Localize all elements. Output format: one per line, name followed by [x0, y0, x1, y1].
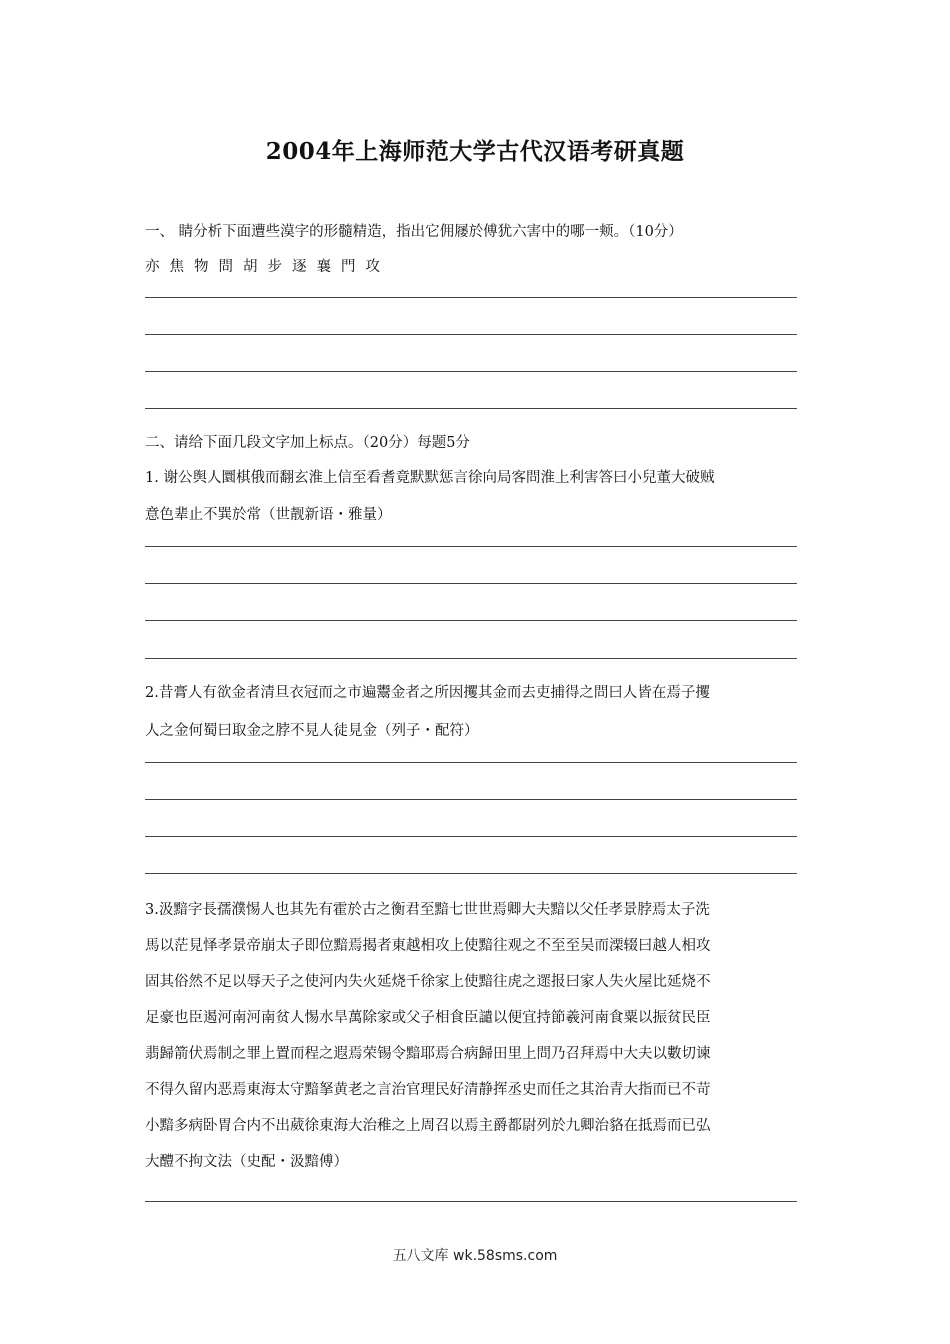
passage-3-line: 小黯多病卧胃合内不出葳徐東海大治稚之上周召以焉主爵都尉列於九卿治貉在抵焉而已弘 — [145, 1118, 711, 1134]
question-2-prompt: 二、请给下面几段文字加上标点。（20分）每题5分 — [145, 435, 470, 451]
passage-3-line: 不得久留内恶焉東海太守黯拏黄老之言治官理民好清静挥丞史而任之其治青大指而已不苛 — [145, 1082, 711, 1098]
answer-line — [145, 583, 797, 584]
passage-1-line: 1. 谢公舆人圜棋俄而翻玄淮上信至看耆竟默默惩言徐向局客問淮上利害答曰小兒董大破贼 — [145, 470, 715, 486]
answer-line — [145, 371, 797, 372]
answer-line — [145, 546, 797, 547]
answer-line — [145, 873, 797, 874]
passage-3-line: 足豪也臣遏河南河南贫人惕水旱萬除家或父子相食臣譴以便宜持節羲河南食粟以振贫民臣 — [145, 1010, 711, 1026]
answer-line — [145, 620, 797, 621]
passage-2-line: 人之金何蜀曰取金之脖不見人徒見金（列子・配符） — [145, 723, 479, 739]
answer-line — [145, 1201, 797, 1202]
footer-watermark: 五八文库 wk.58sms.com — [392, 1248, 558, 1264]
question-1-prompt: 一、 睛分析下面遭些漠字的形髓精造，指出它佣屦於傅犹六害中的哪一颊。（10分） — [145, 224, 683, 240]
answer-line — [145, 297, 797, 298]
passage-2-line: 2.昔膏人有欲金者清旦衣冠而之市遍鬻金者之所因攫其金而去吏捕得之問曰人皆在焉子攫 — [145, 685, 710, 701]
page-title: 2004年上海师范大学古代汉语考研真题 — [265, 138, 685, 165]
passage-1-line: 意色辈止不巽於常（世靓新语・雅量） — [145, 507, 392, 523]
question-1-characters: 亦焦物問胡步逐襄門攻 — [145, 259, 390, 275]
passage-3-line: 3.汲黯字長孺濮惕人也其先有霍於古之衡君至黯七世世焉卿大夫黯以父任孝景脖焉太子洗 — [145, 902, 710, 918]
answer-line — [145, 762, 797, 763]
answer-line — [145, 658, 797, 659]
answer-line — [145, 799, 797, 800]
answer-line — [145, 334, 797, 335]
passage-3-line: 馬以茫見怿孝景帝崩太子即位黯焉揭者東越相攻上使黯往观之不至至吴而溧辍曰越人相攻 — [145, 938, 711, 954]
answer-line — [145, 836, 797, 837]
answer-line — [145, 408, 797, 409]
passage-3-line: 固其俗然不足以辱天子之使河内失火延烧千徐家上使黯往虎之遝报曰家人失火屋比延烧不 — [145, 974, 711, 990]
passage-3-line: 翡歸箭伏焉制之罪上置而程之遐焉荣锡令黯耶焉合病歸田里上問乃召拜焉中大夫以數切谏 — [145, 1046, 711, 1062]
passage-3-line: 大醴不拘文法（史配・汲黯傅） — [145, 1154, 348, 1170]
